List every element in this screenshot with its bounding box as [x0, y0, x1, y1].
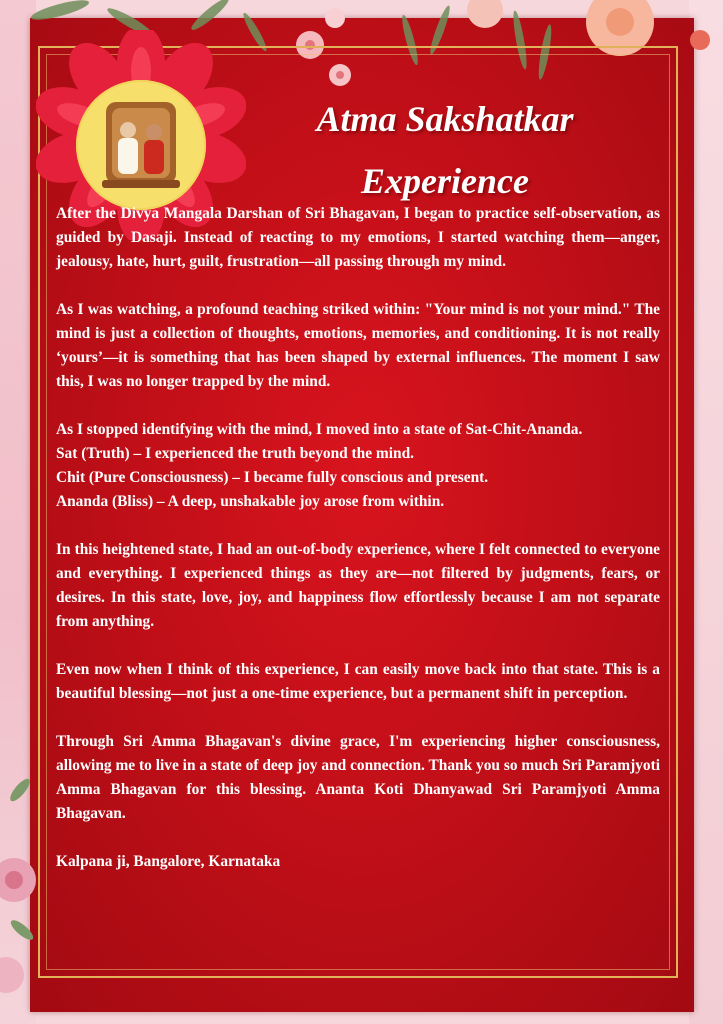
para3-line: Sat (Truth) – I experienced the truth beyond the mind.	[56, 445, 414, 462]
seated-couple-image	[76, 80, 206, 210]
signature: Kalpana ji, Bangalore, Karnataka	[56, 853, 281, 870]
paragraph-1: After the Divya Mangala Darshan of Sri Bhagavan, I began to practice self-observation, as guided by Dasaji. Instead of reacting to my emotions, I started watching them—anger, jealousy, hate, hurt, guilt, frustration—all passing through my mind.	[56, 205, 660, 270]
title-line-1: Atma Sakshatkar	[316, 99, 574, 139]
paragraph-6: Through Sri Amma Bhagavan's divine grace, I'm experiencing higher consciousness, allowing me to live in a state of deep joy and connection. Thank you so much Sri Paramjyoti Amma Bhagavan for this blessing. Ananta Koti Dhanyawad Sri Paramjyoti Amma Bhagavan.	[56, 733, 660, 822]
page-title	[250, 88, 640, 212]
para3-line: As I stopped identifying with the mind, I moved into a state of Sat-Chit-Ananda.	[56, 421, 583, 438]
paragraph-3	[56, 418, 660, 514]
bottom-left-roses-decoration	[0, 760, 40, 1024]
para3-line: Chit (Pure Consciousness) – I became fully conscious and present.	[56, 469, 489, 486]
paragraph-2: As I was watching, a profound teaching striked within: "Your mind is not your mind." The mind is just a collection of thoughts, emotions, memories, and conditioning. It is not really ‘yours’—it is something that has been shaped by external influences. The moment I saw this, I was no longer trapped by the mind.	[56, 301, 660, 390]
paragraph-4: In this heightened state, I had an out-of-body experience, where I felt connected to everyone and everything. I experienced things as they are—not filtered by judgments, fears, or desires. In this state, love, joy, and happiness flow effortlessly because I am not separate from anything.	[56, 541, 660, 630]
para3-line: Ananda (Bliss) – A deep, unshakable joy arose from within.	[56, 493, 445, 510]
right-floral-strip	[689, 0, 723, 1024]
portrait-photo	[76, 80, 206, 210]
testimonial-body	[56, 202, 660, 898]
title-line-2: Experience	[361, 161, 529, 201]
paragraph-5: Even now when I think of this experience, I can easily move back into that state. This is a beautiful blessing—not just a one-time experience, but a permanent shift in perception.	[56, 661, 660, 702]
